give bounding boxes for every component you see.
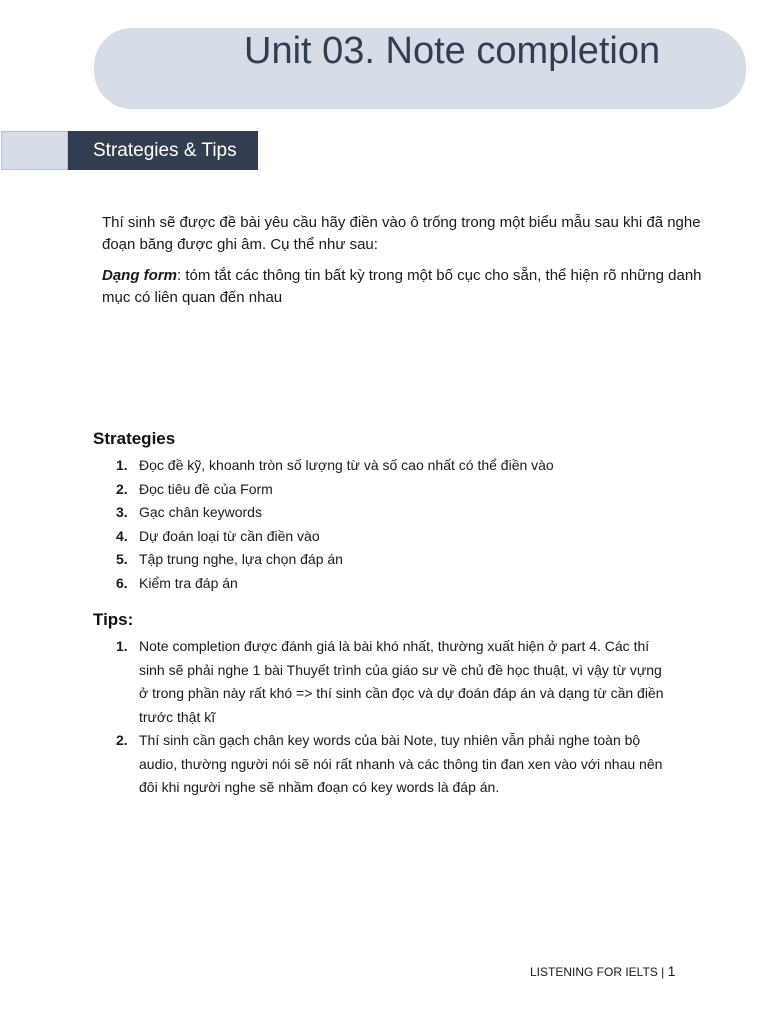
page-number: 1 xyxy=(667,963,676,979)
form-term: Dạng form xyxy=(102,267,177,284)
strategies-list xyxy=(116,454,554,595)
list-text: Note completion được đánh giá là bài khó nhất, thường xuất hiện ở part 4. Các thí sinh sẽ phải nghe 1 bài Thuyết trình của giáo sư về chủ đề học thuật, vì vậy từ vựng ở trong phần này rất khó => thí sinh cần đọc và dự đoán đáp án và dạng từ cần điền trước thật kĩ xyxy=(139,638,664,725)
list-item xyxy=(116,525,554,549)
intro-text xyxy=(102,212,722,318)
list-number: 2. xyxy=(116,480,128,497)
list-number: 6. xyxy=(116,574,128,591)
list-text: Đọc tiêu đề của Form xyxy=(139,480,273,497)
page-title: Unit 03. Note completion xyxy=(244,30,661,72)
strategies-heading: Strategies xyxy=(93,429,176,448)
list-number: 1. xyxy=(116,457,128,473)
list-text: Gạc chân keywords xyxy=(139,504,262,520)
tips-heading: Tips: xyxy=(93,610,134,629)
form-description: : tóm tắt các thông tin bất kỳ trong một bố cục cho sẵn, thể hiện rõ những danh mục có liên quan đến nhau xyxy=(102,267,702,306)
page-footer xyxy=(530,962,675,981)
section-bar-accent xyxy=(1,131,68,170)
tips-list xyxy=(116,635,674,800)
section-heading: Strategies & Tips xyxy=(93,140,237,161)
list-item xyxy=(116,729,674,800)
footer-label: LISTENING FOR IELTS | xyxy=(530,965,668,979)
list-item xyxy=(116,635,674,729)
list-text: Kiểm tra đáp án xyxy=(139,574,238,591)
list-number: 2. xyxy=(116,732,128,748)
list-item xyxy=(116,454,554,478)
intro-paragraph: Thí sinh sẽ được đề bài yêu cầu hãy điền vào ô trống trong một biểu mẫu sau khi đã nghe đoạn băng được ghi âm. Cụ thể như sau: xyxy=(102,214,701,253)
list-item xyxy=(116,572,554,596)
form-definition xyxy=(102,265,722,309)
list-item xyxy=(116,501,554,525)
list-item xyxy=(116,478,554,502)
list-number: 3. xyxy=(116,504,128,520)
list-text: Dự đoán loại từ cần điền vào xyxy=(139,527,320,544)
list-text: Thí sinh cần gạch chân key words của bài Note, tuy nhiên vẫn phải nghe toàn bộ audio, thường người nói sẽ nói rất nhanh và các thông tin đan xen vào với nhau nên đôi khi người nghe sẽ nhầm đoạn có key words là đáp án. xyxy=(139,732,663,795)
list-number: 1. xyxy=(116,638,128,654)
list-text: Đọc đề kỹ, khoanh tròn số lượng từ và số cao nhất có thể điền vào xyxy=(139,457,554,473)
list-text: Tập trung nghe, lựa chọn đáp án xyxy=(139,551,343,567)
list-number: 4. xyxy=(116,527,128,544)
list-item xyxy=(116,548,554,572)
list-number: 5. xyxy=(116,551,128,567)
